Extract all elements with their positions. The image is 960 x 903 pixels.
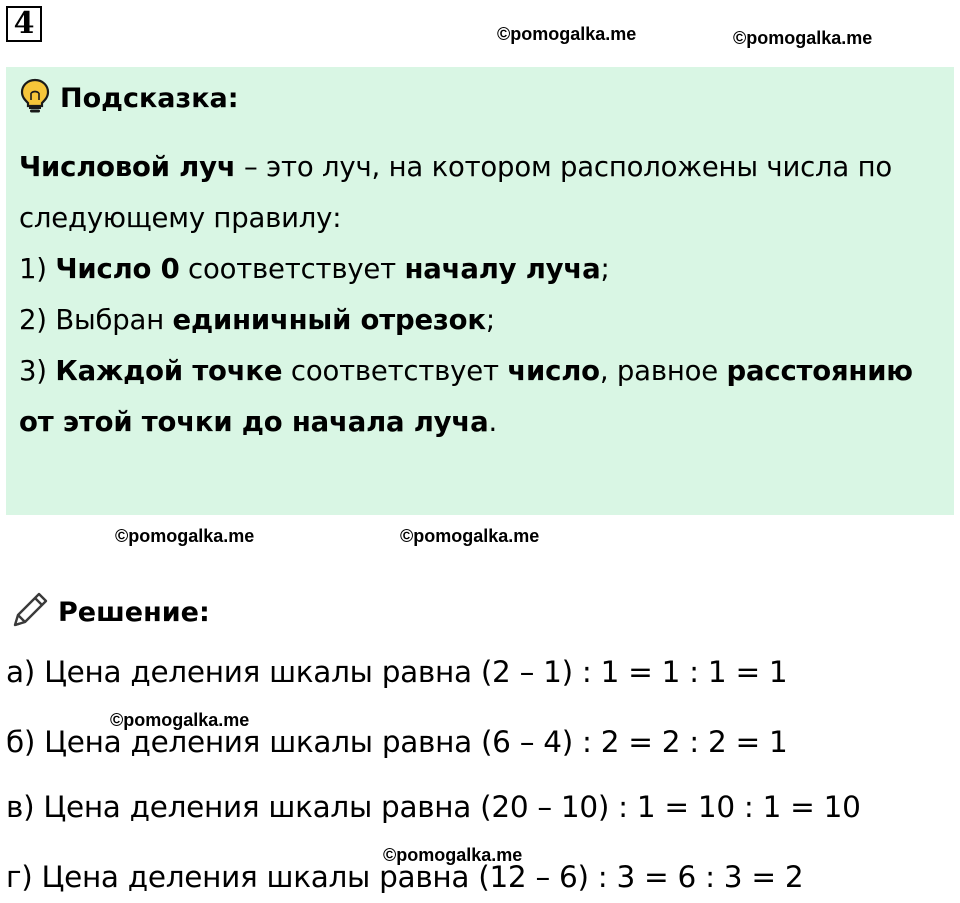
solution-header: [8, 590, 210, 634]
answer-line: в) Цена деления шкалы равна (20 – 10) : 1 = 10 : 1 = 10: [6, 790, 861, 824]
lightbulb-icon: [20, 78, 50, 118]
pencil-icon: [8, 588, 52, 636]
hint-rule-1: 1) Число 0 соответствует началу луча;: [19, 253, 610, 285]
watermark: ©pomogalka.me: [733, 28, 873, 48]
hint-title: Подсказка:: [60, 82, 239, 114]
hint-text: [19, 142, 944, 448]
answer-line: б) Цена деления шкалы равна (6 – 4) : 2 = 2 : 2 = 1: [6, 725, 788, 759]
hint-line: следующему правилу:: [19, 202, 342, 234]
hint-line: от этой точки до начала луча.: [19, 406, 497, 438]
watermark: ©pomogalka.me: [110, 710, 250, 730]
hint-rule-3: 3) Каждой точке соответствует число, равное расстоянию: [19, 355, 913, 387]
answer-line: г) Цена деления шкалы равна (12 – 6) : 3 = 6 : 3 = 2: [6, 860, 804, 894]
hint-rule-2: 2) Выбран единичный отрезок;: [19, 304, 495, 336]
hint-line: Числовой луч – это луч, на котором расположены числа по: [19, 151, 893, 183]
watermark: ©pomogalka.me: [115, 526, 255, 546]
watermark: ©pomogalka.me: [497, 24, 637, 44]
task-number: 4: [6, 6, 42, 42]
solution-title: Решение:: [58, 596, 210, 628]
watermark: ©pomogalka.me: [400, 526, 540, 546]
hint-header: [20, 80, 239, 116]
watermark: ©pomogalka.me: [383, 845, 523, 865]
answer-line: а) Цена деления шкалы равна (2 – 1) : 1 = 1 : 1 = 1: [6, 655, 788, 689]
